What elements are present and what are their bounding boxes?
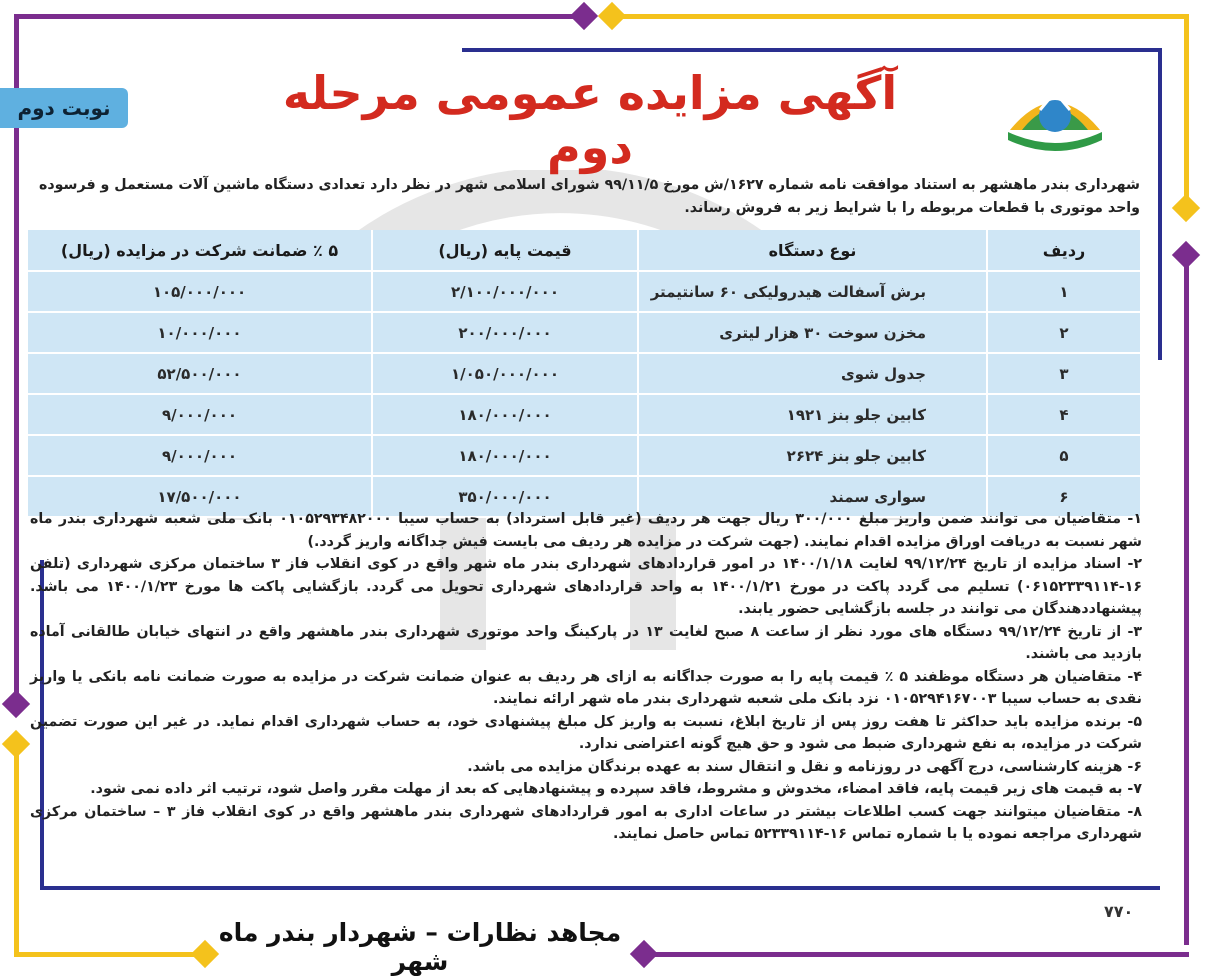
header-row-number: ردیف xyxy=(987,230,1140,271)
table-row xyxy=(28,435,1140,476)
item-guarantee: ۵۲/۵۰۰/۰۰۰ xyxy=(28,353,372,394)
table-row xyxy=(28,394,1140,435)
table-row xyxy=(28,353,1140,394)
row-number: ۴ xyxy=(987,394,1140,435)
frame-diamond-bottom-2 xyxy=(630,940,658,968)
row-number: ۶ xyxy=(987,476,1140,517)
header-base-price: قیمت پایه (ریال) xyxy=(372,230,638,271)
issue-badge: نوبت دوم xyxy=(0,88,128,128)
frame-diamond-left xyxy=(2,690,30,718)
item-guarantee: ۱۰/۰۰۰/۰۰۰ xyxy=(28,312,372,353)
table-row xyxy=(28,312,1140,353)
items-table xyxy=(28,230,1140,518)
item-name: سواری سمند xyxy=(638,476,987,517)
frame-diamond-right-2 xyxy=(1172,241,1200,269)
row-number: ۱ xyxy=(987,271,1140,312)
frame-top-purple xyxy=(14,14,582,19)
item-price: ۱/۰۵۰/۰۰۰/۰۰۰ xyxy=(372,353,638,394)
item-name: جدول شوی xyxy=(638,353,987,394)
page-title: آگهی مزایده عمومی مرحله دوم xyxy=(282,66,898,174)
condition-item: ۲- اسناد مزایده از تاریخ ۹۹/۱۲/۲۴ لغایت ۱۴۰۰/۱/۱۸ در امور قراردادهای شهرداری بندر ماه شهر واقع در کوی انقلاب فاز ۳ ساختمان مرکزی شهرداری (تلفن ۱۶-۰۶۱۵۲۳۳۹۱۱۴) تسلیم می گردد پاکت در مورخ ۱۴۰۰/۱/۲۱ به واحد قراردادهای شهرداری تحویل می گردد. بازگشایی پاکت ها مورخ ۱۴۰۰/۱/۲۳ می باشد. پیشنهاددهندگان می توانند در جلسه بازگشایی حضور یابند. xyxy=(30,556,1143,617)
item-name: مخزن سوخت ۳۰ هزار لیتری xyxy=(638,312,987,353)
conditions-list xyxy=(30,508,1142,846)
ad-number: ۷۷۰ xyxy=(1104,902,1134,921)
row-number: ۵ xyxy=(987,435,1140,476)
row-number: ۳ xyxy=(987,353,1140,394)
frame-diamond-right xyxy=(1172,194,1200,222)
frame-bottom-yellow xyxy=(14,952,204,957)
item-price: ۱۸۰/۰۰۰/۰۰۰ xyxy=(372,435,638,476)
frame-bottom-purple xyxy=(645,952,1189,957)
item-name: کابین جلو بنز ۲۶۲۴ xyxy=(638,435,987,476)
header-guarantee: ۵ ٪ ضمانت شرکت در مزایده (ریال) xyxy=(28,230,372,271)
municipality-logo xyxy=(1000,70,1110,154)
frame-inner-right-navy xyxy=(1158,48,1162,360)
item-price: ۳۵۰/۰۰۰/۰۰۰ xyxy=(372,476,638,517)
table-row xyxy=(28,271,1140,312)
row-number: ۲ xyxy=(987,312,1140,353)
item-guarantee: ۱۰۵/۰۰۰/۰۰۰ xyxy=(28,271,372,312)
condition-item: ۸- متقاضیان میتوانند جهت کسب اطلاعات بیشتر در ساعات اداری به امور قراردادهای شهرداری بندر ماهشهر واقع در کوی انقلاب فاز ۳ – ساختمان مرکزی شهرداری مراجعه نموده یا با شماره تماس ۱۶-۵۲۳۳۹۱۱۴ تماس حاصل نمایند. xyxy=(30,803,1142,842)
item-name: برش آسفالت هیدرولیکی ۶۰ سانتیمتر xyxy=(638,271,987,312)
condition-item: ۱- متقاضیان می توانند ضمن واریز مبلغ ۳۰۰/۰۰۰ ریال جهت هر ردیف (غیر قابل استرداد) به حساب سیبا ۰۱۰۵۲۹۳۴۸۲۰۰۰ بانک ملی شعبه شهرداری بندر ماه شهر نسبت به دریافت اوراق مزایده اقدام نمایند. (جهت شرکت در مزایده هر ردیف می بایست فیش جداگانه واریز گردد.) xyxy=(30,511,1142,550)
header-item-type: نوع دستگاه xyxy=(638,230,987,271)
condition-item: ۷- به قیمت های زیر قیمت پایه، فاقد امضاء، مخدوش و مشروط، فاقد سپرده و پیشنهادهایی که بعد از مهلت مقرر واصل شود، ترتیب اثر داده نمی شود. xyxy=(90,781,1142,797)
table-header-row xyxy=(28,230,1140,271)
item-price: ۲/۱۰۰/۰۰۰/۰۰۰ xyxy=(372,271,638,312)
condition-item: ۴- متقاضیان هر دستگاه موظفند ۵ ٪ قیمت پایه را به صورت جداگانه به ازای هر ردیف به عنوان ضمانت شرکت در مزایده به صورت ضمانت نامه بانکی یا واریز نقدی به حساب سیبا ۰۱۰۵۲۹۴۱۶۷۰۰۳ نزد بانک ملی شعبه شهرداری بندر ماه شهر ارائه نمایند. xyxy=(30,668,1142,707)
frame-inner-top-navy xyxy=(462,48,1162,52)
intro-paragraph: شهرداری بندر ماهشهر به استناد موافقت نامه شماره ۱۶۲۷/ش مورخ ۹۹/۱۱/۵ شورای اسلامی شهر در نظر دارد تعدادی دستگاه ماشین آلات مستعمل و فرسوده واحد موتوری با قطعات مربوطه را با شرایط زیر به فروش رساند. xyxy=(38,177,1140,216)
item-name: کابین جلو بنز ۱۹۲۱ xyxy=(638,394,987,435)
item-guarantee: ۹/۰۰۰/۰۰۰ xyxy=(28,435,372,476)
condition-item: ۵- برنده مزایده باید حداکثر تا هفت روز پس از تاریخ ابلاغ، نسبت به واریز کل مبلغ پیشنهادی خود، به حساب شهرداری اقدام نماید. در غیر این صورت تضمین شرکت در مزایده، به نفع شهرداری ضبط می شود و حق هیچ گونه اعتراضی ندارد. xyxy=(30,713,1142,752)
condition-item: ۳- از تاریخ ۹۹/۱۲/۲۴ دستگاه های مورد نظر از ساعت ۸ صبح لغایت ۱۳ در پارکینگ واحد موتوری شهرداری بندر ماهشهر واقع در انتهای خیابان طالقانی آماده بازدید می باشند. xyxy=(30,623,1143,662)
item-price: ۲۰۰/۰۰۰/۰۰۰ xyxy=(372,312,638,353)
frame-diamond-top xyxy=(570,2,598,30)
item-guarantee: ۱۷/۵۰۰/۰۰۰ xyxy=(28,476,372,517)
frame-right-yellow xyxy=(1184,14,1189,210)
item-price: ۱۸۰/۰۰۰/۰۰۰ xyxy=(372,394,638,435)
frame-inner-bottom-navy xyxy=(40,886,1160,890)
frame-diamond-top-2 xyxy=(598,2,626,30)
frame-left-yellow xyxy=(14,740,19,955)
signature-line: مجاهد نظارات – شهردار بندر ماه شهر xyxy=(218,918,622,976)
item-guarantee: ۹/۰۰۰/۰۰۰ xyxy=(28,394,372,435)
condition-item: ۶- هزینه کارشناسی، درج آگهی در روزنامه و نقل و انتقال سند به عهده برندگان مزایده می باشد. xyxy=(467,758,1142,775)
frame-top-yellow xyxy=(606,14,1186,19)
frame-right-purple xyxy=(1184,255,1189,945)
frame-diamond-left-2 xyxy=(2,730,30,758)
